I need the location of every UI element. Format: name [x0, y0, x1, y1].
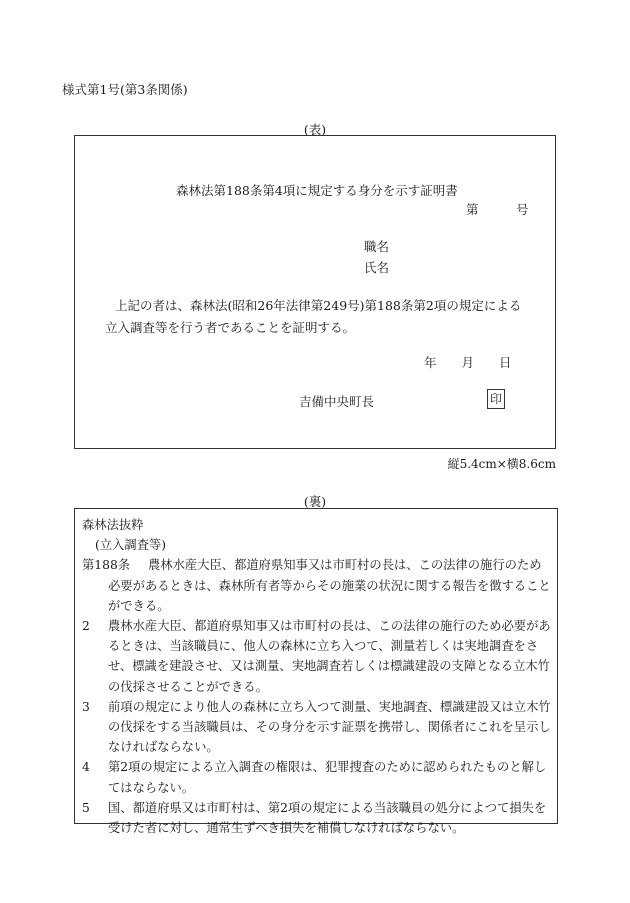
paragraph-4-number: 4	[82, 760, 90, 775]
law-excerpt	[82, 515, 551, 838]
back-side-label: (裏)	[303, 494, 327, 509]
article-paragraph-5	[82, 798, 551, 838]
post-label: 職名	[364, 239, 390, 254]
excerpt-title: 森林法抜粋	[82, 518, 144, 532]
article-paragraph-3	[82, 697, 551, 758]
issuer-title: 吉備中央町長	[299, 394, 375, 409]
card-size-note: 縦5.4cm×横8.6cm	[447, 457, 556, 471]
name-label: 氏名	[364, 260, 390, 275]
article-paragraph-2	[82, 616, 551, 697]
issue-date: 年 月 日	[424, 355, 512, 370]
paragraph-5-text: 国、都道府県又は市町村は、第2項の規定による当該職員の処分によつて損失を受けた者に対し、通常生ずべき損失を補償しなければならない。	[108, 800, 547, 836]
section-title: (立入調査等)	[95, 538, 167, 553]
paragraph-1-text: 農林水産大臣、都道府県知事又は市町村の長は、この法律の施行のため必要があるときは、森林所有者等からその施業の状況に関する報告を徴することができる。	[108, 558, 551, 613]
paragraph-4-text: 第2項の規定による立入調査の権限は、犯罪捜査のために認められたものと解してはならない。	[108, 760, 547, 795]
certificate-number: 第 号	[466, 202, 529, 217]
certification-text-line-2: 立入調査等を行う者であることを証明する。	[105, 320, 356, 335]
paragraph-2-number: 2	[82, 619, 90, 634]
paragraph-3-text: 前項の規定により他人の森林に立ち入つて測量、実地調査、標識建設又は立木竹の伐採をする当該職員は、その身分を示す証票を携帯し、関係者にこれを呈示しなければならない。	[108, 699, 551, 755]
certificate-title: 森林法第188条第4項に規定する身分を示す証明書	[176, 183, 458, 198]
front-side-label: (表)	[303, 122, 327, 137]
certification-text-line-1: 上記の者は、森林法(昭和26年法律第249号)第188条第2項の規定による	[115, 298, 522, 313]
seal-box: 印	[487, 389, 505, 409]
form-label: 様式第1号(第3条関係)	[62, 82, 188, 97]
article-paragraph-1	[82, 555, 551, 616]
paragraph-2-text: 農林水産大臣、都道府県知事又は市町村の長は、この法律の施行のため必要があるときは、当該職員に、他人の森林に立ち入つて、測量若しくは実地調査をさせ、標識を建設させ、又は測量、実地調査若しくは標識建設の支障となる立木竹の伐採させることができる。	[108, 619, 551, 694]
article-paragraph-4	[82, 757, 551, 797]
paragraph-3-number: 3	[82, 699, 90, 714]
paragraph-5-number: 5	[82, 800, 90, 815]
article-label: 第188条	[82, 558, 131, 573]
certificate-front	[74, 135, 556, 449]
certificate-back	[74, 508, 558, 836]
